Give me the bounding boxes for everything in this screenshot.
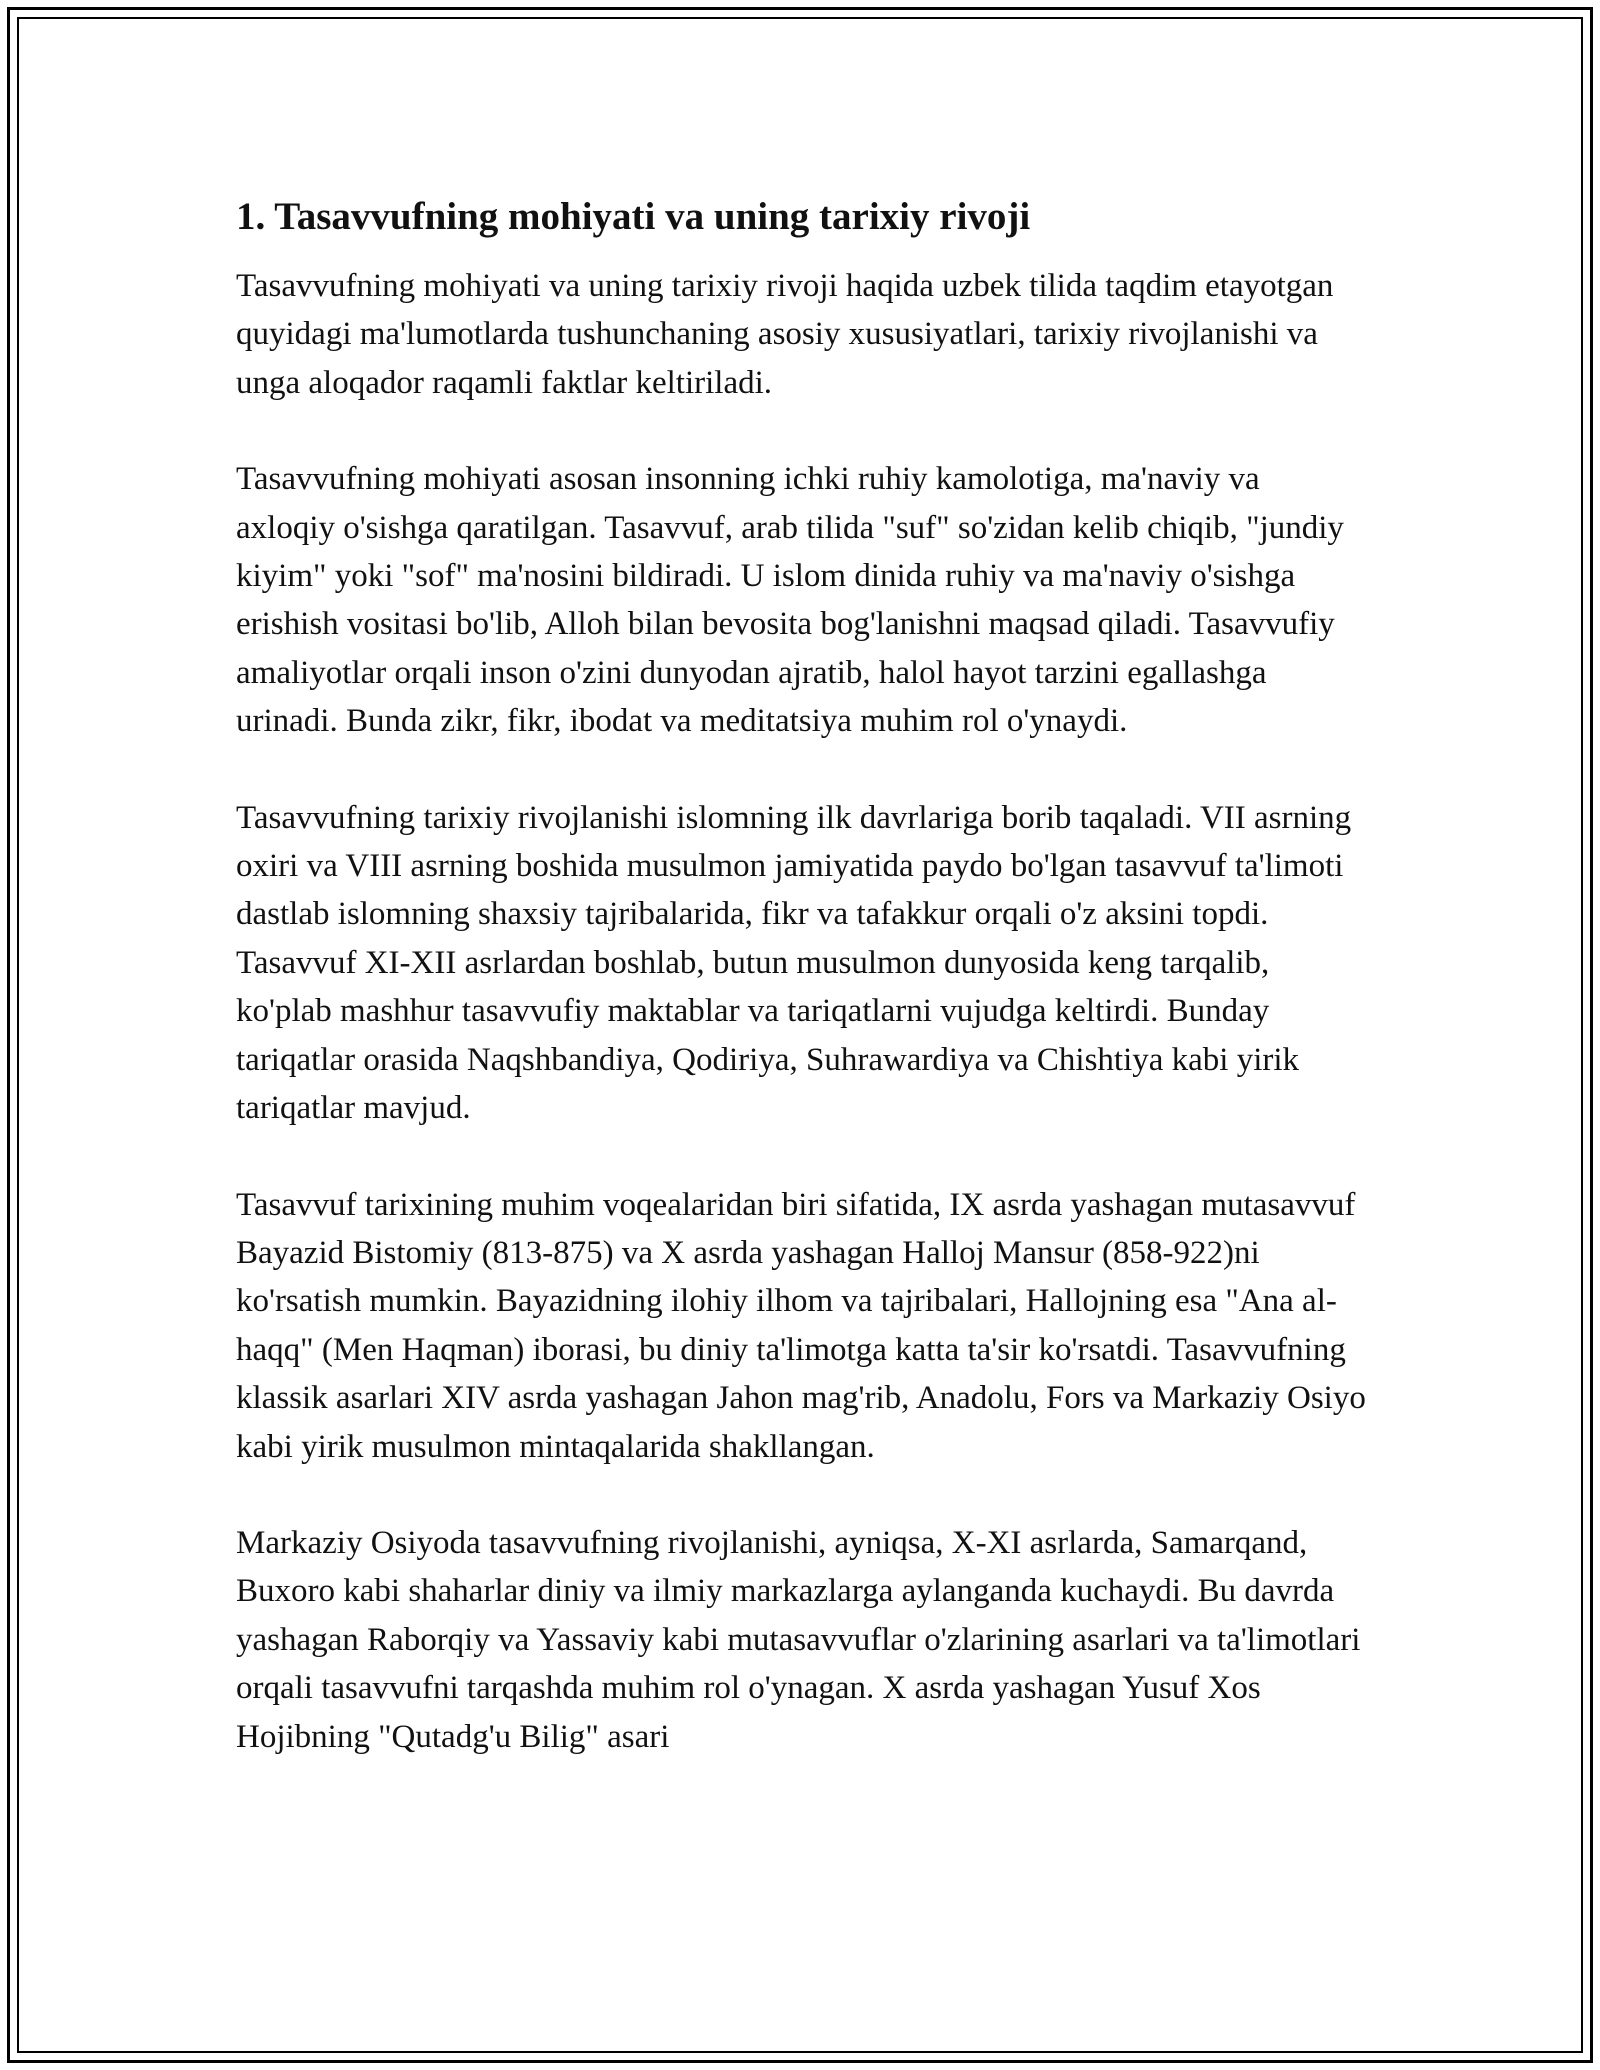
paragraph-key-figures: Tasavvuf tarixining muhim voqealaridan biri sifatida, IX asrda yashagan mutasavvuf Bayazid Bistomiy (813-875) va X asrda yashagan Halloj Mansur (858-922)ni ko'rsatish mumkin. Bayazidning ilohiy ilhom va tajribalari, Hallojning esa "Ana al-haqq" (Men Haqman) iborasi, bu diniy ta'limotga katta ta'sir ko'rsatdi. Tasavvufning klassik asarlari XIV asrda yashagan Jahon mag'rib, Anadolu, Fors va Markaziy Osiyo kabi yirik musulmon mintaqalarida shakllangan. (236, 1186, 1366, 1465)
paragraph-essence: Tasavvufning mohiyati asosan insonning ichki ruhiy kamolotiga, ma'naviy va axloqiy o'sishga qaratilgan. Tasavvuf, arab tilida "suf" so'zidan kelib chiqib, "jundiy kiyim" yoki "sof" ma'nosini bildiradi. U islom dinida ruhiy va ma'naviy o'sishga erishish vositasi bo'lib, Alloh bilan bevosita bog'lanishni maqsad qiladi. Tasavvufiy amaliyotlar orqali inson o'zini dunyodan ajratib, halol hayot tarzini egallashga urinadi. Bunda zikr, fikr, ibodat va meditatsiya muhim rol o'ynaydi. (236, 461, 1344, 740)
paragraph-introduction: Tasavvufning mohiyati va uning tarixiy rivoji haqida uzbek tilida taqdim etayotgan quyidagi ma'lumotlarda tushunchaning asosiy xususiyatlari, tarixiy rivojlanishi va unga aloqador raqamli faktlar keltiriladi. (236, 268, 1334, 401)
paragraph-historical-development: Tasavvufning tarixiy rivojlanishi islomning ilk davrlariga borib taqaladi. VII asrning oxiri va VIII asrning boshida musulmon jamiyatida paydo bo'lgan tasavvuf ta'limoti dastlab islomning shaxsiy tajribalarida, fikr va tafakkur orqali o'z aksini topdi. Tasavvuf XI-XII asrlardan boshlab, butun musulmon dunyosida keng tarqalib, ko'plab mashhur tasavvufiy maktablar va tariqatlarni vujudga keltirdi. Bunday tariqatlar orasida Naqshbandiya, Qodiriya, Suhrawardiya va Chishtiya kabi yirik tariqatlar mavjud. (236, 799, 1352, 1127)
paragraph-central-asia: Markaziy Osiyoda tasavvufning rivojlanishi, ayniqsa, X-XI asrlarda, Samarqand, Buxoro kabi shaharlar diniy va ilmiy markazlarga aylanganda kuchaydi. Bu davrda yashagan Raborqiy va Yassaviy kabi mutasavvuflar o'zlarining asarlari va ta'limotlari orqali tasavvufni tarqashda muhim rol o'ynagan. X asrda yashagan Yusuf Xos Hojibning "Qutadg'u Bilig" asari (236, 1524, 1361, 1755)
document-body (236, 188, 1366, 1809)
document-title: 1. Tasavvufning mohiyati va uning tarixiy rivoji (236, 195, 1031, 238)
